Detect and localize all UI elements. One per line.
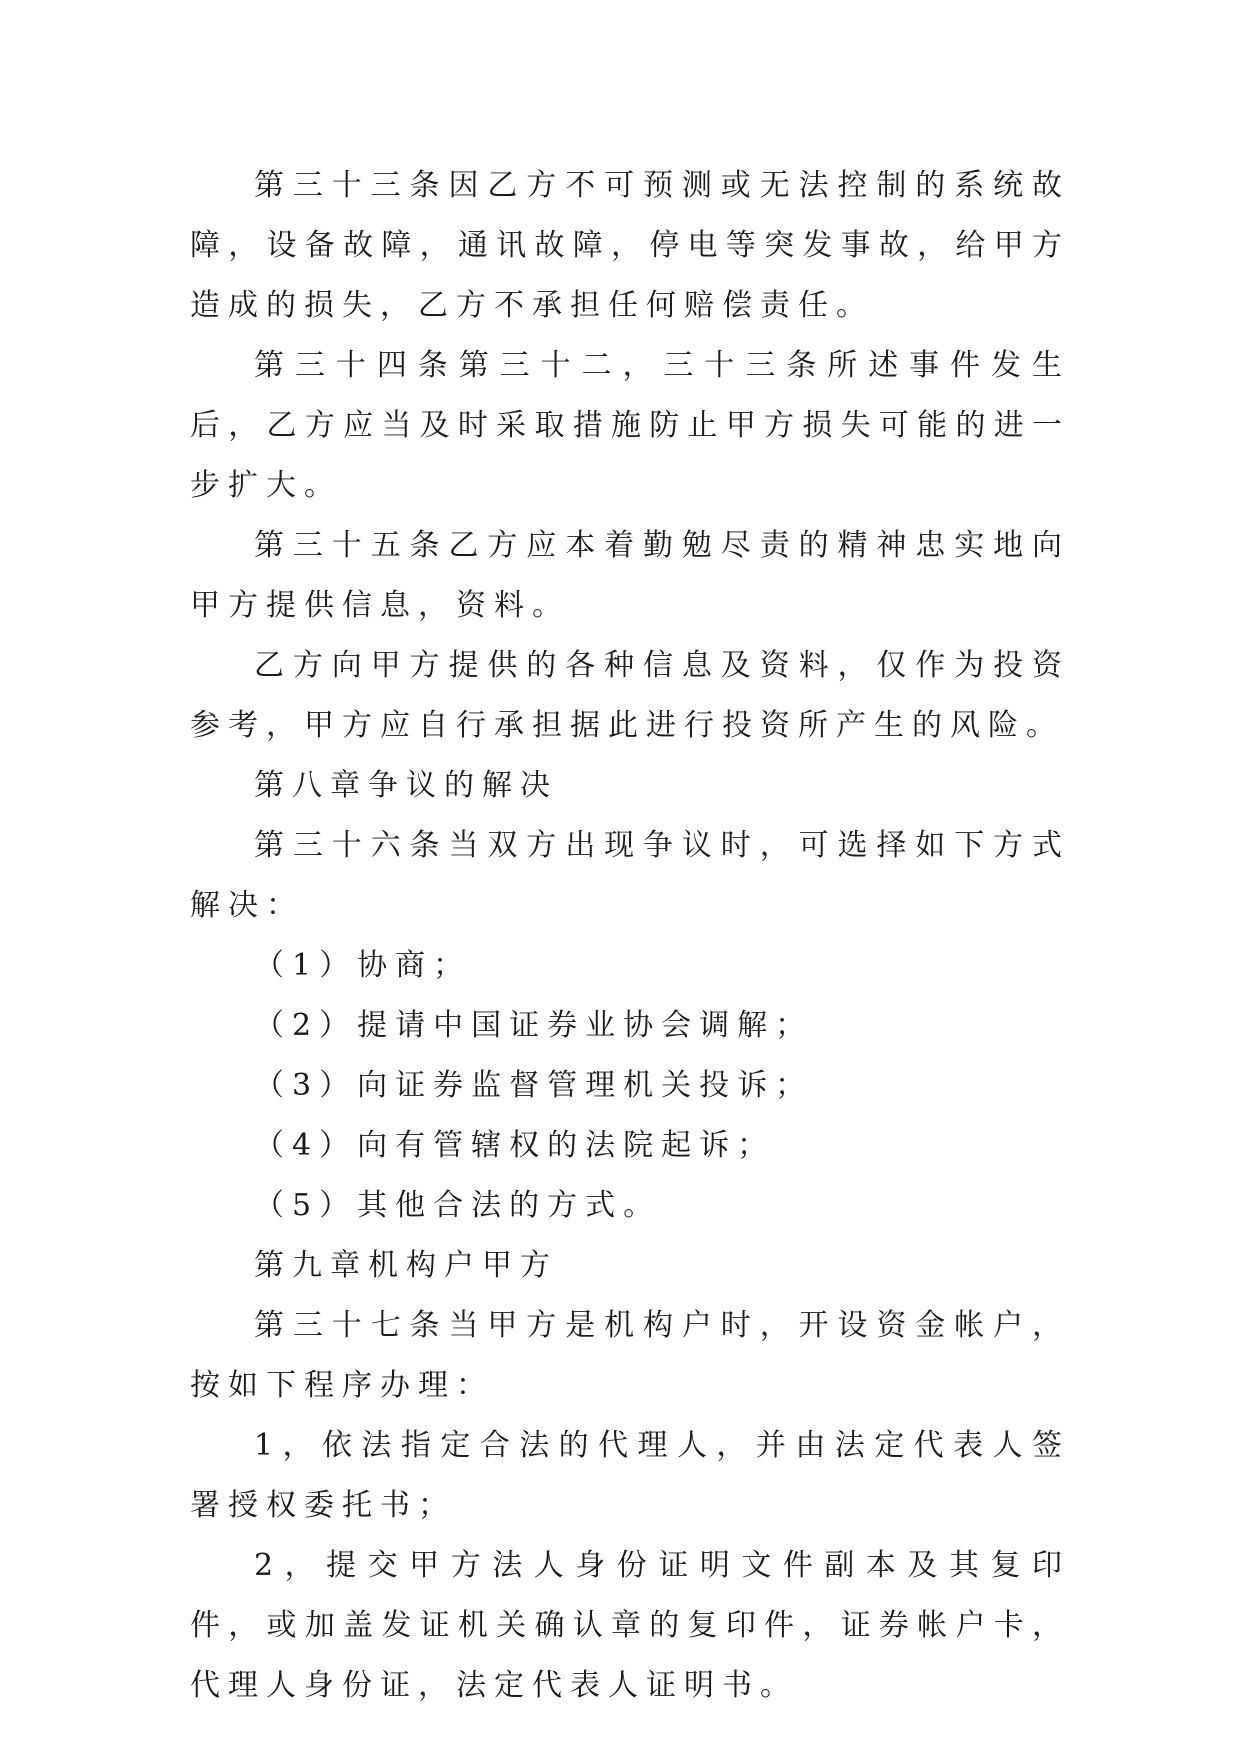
article-34-paragraph: 第三十四条第三十二，三十三条所述事件发生后，乙方应当及时采取措施防止甲方损失可能的进一步扩大。: [190, 348, 1070, 503]
article-35-paragraph: 第三十五条乙方应本着勤勉尽责的精神忠实地向甲方提供信息，资料。: [190, 528, 1070, 623]
list-item: （3）向证券监督管理机关投诉；: [254, 1068, 814, 1103]
list-item: （1）协商；: [254, 948, 472, 983]
list-item: （2）提请中国证券业协会调解；: [254, 1008, 814, 1043]
article-36-paragraph: 第三十六条当双方出现争议时，可选择如下方式解决：: [190, 828, 1070, 923]
document-body: [190, 156, 1070, 1716]
info-risk-paragraph: 乙方向甲方提供的各种信息及资料，仅作为投资参考，甲方应自行承担据此进行投资所产生的风险。: [190, 648, 1070, 743]
chapter-9-heading: 第九章机构户甲方: [254, 1248, 558, 1283]
list-item: （5）其他合法的方式。: [254, 1188, 662, 1223]
chapter-8-heading: 第八章争议的解决: [254, 768, 558, 803]
article-37-paragraph: 第三十七条当甲方是机构户时，开设资金帐户，按如下程序办理：: [190, 1308, 1070, 1403]
procedure-step-1: 1，依法指定合法的代理人，并由法定代表人签署授权委托书；: [190, 1428, 1070, 1523]
procedure-step-2: 2，提交甲方法人身份证明文件副本及其复印件，或加盖发证机关确认章的复印件，证券帐户卡，代理人身份证，法定代表人证明书。: [190, 1548, 1070, 1703]
list-item: （4）向有管辖权的法院起诉；: [254, 1128, 776, 1163]
article-33-paragraph: 第三十三条因乙方不可预测或无法控制的系统故障，设备故障，通讯故障，停电等突发事故，给甲方造成的损失，乙方不承担任何赔偿责任。: [190, 168, 1070, 323]
